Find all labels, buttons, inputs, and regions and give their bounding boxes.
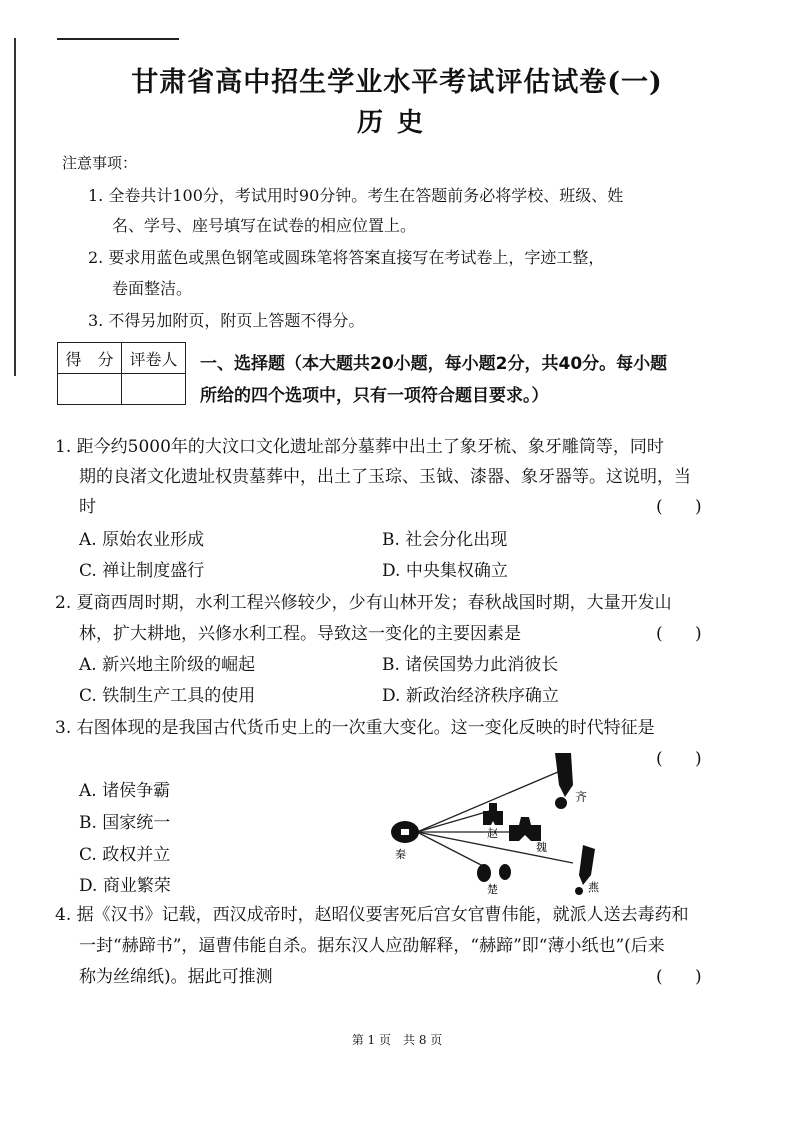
section-instruction-line-1: 一、选择题（本大题共20小题，每小题2分，共40分。每小题 [200, 354, 668, 374]
label-zhao: 赵 [487, 827, 498, 840]
q1-answer-blank[interactable]: ( ) [656, 497, 702, 517]
q3-answer-blank[interactable]: ( ) [656, 749, 702, 769]
note-1-line-2: 名、学号、座号填写在试卷的相应位置上。 [112, 216, 417, 235]
q1-line-3: 时 [79, 497, 96, 517]
wei-spade-coin-icon [509, 817, 541, 841]
coin-diagram [385, 745, 615, 895]
score-cell[interactable] [58, 374, 122, 405]
q4-line-3: 称为丝绵纸)。据此可推测 [79, 967, 273, 987]
q2-line-1: 2. 夏商西周时期，水利工程兴修较少，少有山林开发；春秋战国时期，大量开发山 [55, 593, 672, 613]
q1-line-2: 期的良渚文化遗址权贵墓葬中，出土了玉琮、玉钺、漆器、象牙器等。这说明，当 [79, 467, 691, 487]
q1-option-a: A. 原始农业形成 [79, 530, 205, 550]
q2-option-a: A. 新兴地主阶级的崛起 [79, 655, 256, 675]
label-yan: 燕 [588, 881, 599, 894]
q1-line-1: 1. 距今约5000年的大汶口文化遗址部分墓葬中出土了象牙梳、象牙雕筒等，同时 [55, 437, 664, 457]
score-table [57, 342, 186, 405]
q3-option-a: A. 诸侯争霸 [79, 781, 171, 801]
q3-line-1: 3. 右图体现的是我国古代货币史上的一次重大变化。这一变化反映的时代特征是 [55, 718, 655, 738]
q3-option-d: D. 商业繁荣 [79, 876, 171, 896]
score-header: 得 分 [58, 343, 122, 374]
note-2-line-2: 卷面整洁。 [112, 279, 193, 298]
qin-round-coin-icon [391, 821, 419, 843]
q1-option-c: C. 禅让制度盛行 [79, 561, 205, 581]
notes-heading: 注意事项： [62, 154, 138, 172]
note-2-line-1: 2. 要求用蓝色或黑色钢笔或圆珠笔将答案直接写在考试卷上，字迹工整， [88, 248, 605, 267]
label-chu: 楚 [487, 883, 498, 895]
qi-knife-coin-icon [555, 753, 573, 809]
q2-answer-blank[interactable]: ( ) [656, 624, 702, 644]
q1-option-b: B. 社会分化出现 [382, 530, 508, 550]
label-qi: 齐 [575, 790, 588, 804]
q2-line-2: 林，扩大耕地，兴修水利工程。导致这一变化的主要因素是 [79, 624, 521, 644]
header-rule [57, 38, 179, 40]
q4-line-2: 一封“赫蹄书”，逼曹伟能自杀。据东汉人应劭解释，“赫蹄”即“薄小纸也”(后来 [79, 936, 665, 956]
label-wei: 魏 [536, 841, 547, 854]
q3-option-c: C. 政权并立 [79, 845, 171, 865]
note-1-line-1: 1. 全卷共计100分，考试用时90分钟。考生在答题前务必将学校、班级、姓 [88, 186, 624, 205]
label-qin: 秦 [395, 848, 406, 861]
zhao-spade-coin-icon [483, 803, 503, 825]
q4-line-1: 4. 据《汉书》记载，西汉成帝时，赵昭仪要害死后宫女官曹伟能，就派人送去毒药和 [55, 905, 689, 925]
page-number: 第 1 页 共 8 页 [351, 1033, 443, 1047]
q2-option-d: D. 新政治经济秩序确立 [382, 686, 559, 706]
q3-option-b: B. 国家统一 [79, 813, 171, 833]
grader-header: 评卷人 [122, 343, 186, 374]
chu-antnose-coin-icon [477, 864, 511, 882]
note-3: 3. 不得另加附页，附页上答题不得分。 [88, 311, 365, 330]
grader-cell[interactable] [122, 374, 186, 405]
section-instruction-line-2: 所给的四个选项中，只有一项符合题目要求。） [200, 386, 549, 406]
q1-option-d: D. 中央集权确立 [382, 561, 508, 581]
exam-title: 甘肃省高中招生学业水平考试评估试卷(一) [131, 67, 663, 98]
subject-title: 历史 [356, 108, 437, 138]
q2-option-b: B. 诸侯国势力此消彼长 [382, 655, 559, 675]
q2-option-c: C. 铁制生产工具的使用 [79, 686, 256, 706]
q4-answer-blank[interactable]: ( ) [656, 967, 702, 987]
